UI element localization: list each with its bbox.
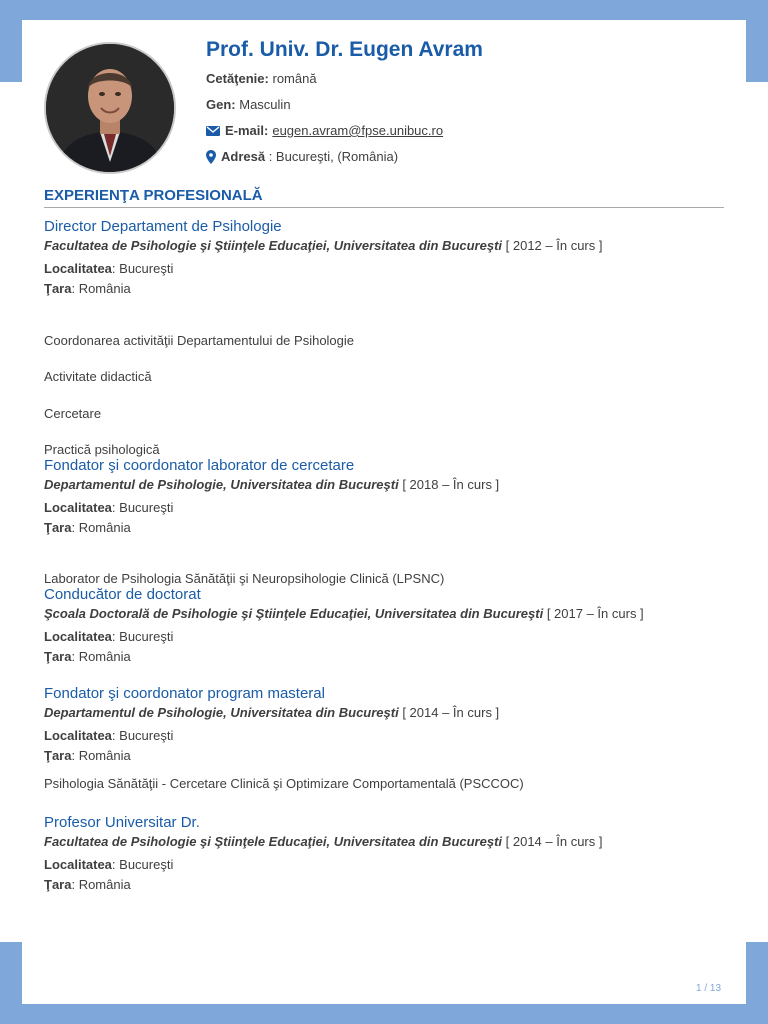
email-label: E-mail:	[225, 123, 269, 138]
location-block	[44, 726, 724, 766]
location-row	[44, 259, 724, 279]
location-value: : Bucureşti	[111, 728, 174, 743]
address-label: Adresă	[221, 149, 266, 164]
gender-value: Masculin	[239, 97, 291, 112]
organization: Facultatea de Psihologie şi Ştiinţele Educaţiei, Universitatea din Bucureşti	[44, 238, 503, 253]
description: Laborator de Psihologia Sănătăţii şi Neuropsihologie Clinică (LPSNC)	[44, 571, 445, 586]
citizenship-value: română	[272, 71, 317, 86]
description: Practică psihologică	[44, 442, 160, 457]
citizenship-label: Cetăţenie:	[206, 71, 269, 86]
location-row	[44, 627, 724, 647]
period: [ 2012 – În curs ]	[505, 238, 603, 253]
period: [ 2014 – În curs ]	[505, 834, 603, 849]
location-block	[44, 627, 724, 667]
location-value: : Bucureşti	[111, 629, 174, 644]
description: Cercetare	[44, 406, 102, 421]
country-value: : România	[71, 281, 131, 296]
location-block	[44, 259, 724, 299]
gender-label: Gen:	[206, 97, 236, 112]
map-pin-icon	[206, 150, 216, 164]
country-label: Ţara	[44, 877, 72, 892]
job-title: Profesor Universitar Dr.	[44, 814, 200, 831]
experience-entry	[44, 457, 724, 586]
country-row	[44, 746, 724, 766]
org-line	[44, 237, 724, 254]
country-row	[44, 518, 724, 538]
page-number: 1 / 13	[696, 983, 722, 994]
country-row	[44, 875, 724, 895]
country-label: Ţara	[44, 649, 72, 664]
country-value: : România	[71, 649, 131, 664]
org-line	[44, 833, 724, 850]
country-value: : România	[71, 748, 131, 763]
gender-row	[206, 97, 291, 112]
profile-photo	[44, 42, 176, 174]
org-line	[44, 605, 724, 622]
job-title: Director Departament de Psihologie	[44, 218, 282, 235]
period: [ 2018 – În curs ]	[402, 477, 500, 492]
description: Psihologia Sănătăţii - Cercetare Clinică şi Optimizare Comportamentală (PSCCOC)	[44, 776, 524, 791]
location-label: Localitatea	[44, 857, 112, 872]
experience-entry	[44, 814, 724, 895]
job-title: Fondator şi coordonator laborator de cercetare	[44, 457, 355, 474]
location-value: : Bucureşti	[111, 500, 174, 515]
country-row	[44, 279, 724, 299]
experience-entry	[44, 685, 724, 791]
location-row	[44, 498, 724, 518]
experience-entry	[44, 218, 724, 457]
location-block	[44, 855, 724, 895]
location-value: : Bucureşti	[111, 261, 174, 276]
description: Coordonarea activităţii Departamentului de Psihologie	[44, 333, 355, 348]
job-title: Conducător de doctorat	[44, 586, 201, 603]
period: [ 2017 – În curs ]	[546, 606, 644, 621]
country-label: Ţara	[44, 748, 72, 763]
location-row	[44, 726, 724, 746]
experience-entry	[44, 586, 724, 667]
address-value: : Bucureşti, (România)	[268, 149, 399, 164]
location-label: Localitatea	[44, 500, 112, 515]
org-line	[44, 476, 724, 493]
location-label: Localitatea	[44, 728, 112, 743]
organization: Departamentul de Psihologie, Universitatea din Bucureşti	[44, 705, 399, 720]
period: [ 2014 – În curs ]	[402, 705, 500, 720]
organization: Şcoala Doctorală de Psihologie şi Ştiinţele Educaţiei, Universitatea din Bucureşti	[44, 606, 544, 621]
cv-page	[22, 20, 746, 1004]
country-value: : România	[71, 520, 131, 535]
envelope-icon	[206, 126, 220, 136]
country-label: Ţara	[44, 520, 72, 535]
organization: Departamentul de Psihologie, Universitatea din Bucureşti	[44, 477, 399, 492]
organization: Facultatea de Psihologie şi Ştiinţele Educaţiei, Universitatea din Bucureşti	[44, 834, 503, 849]
country-label: Ţara	[44, 281, 72, 296]
location-block	[44, 498, 724, 538]
country-row	[44, 647, 724, 667]
email-link[interactable]: eugen.avram@fpse.unibuc.ro	[272, 123, 444, 138]
citizenship-row	[206, 71, 317, 86]
location-value: : Bucureşti	[111, 857, 174, 872]
person-name: Prof. Univ. Dr. Eugen Avram	[206, 38, 483, 61]
country-value: : România	[71, 877, 131, 892]
email-row	[206, 123, 443, 138]
job-title: Fondator şi coordonator program masteral	[44, 685, 325, 702]
location-row	[44, 855, 724, 875]
location-label: Localitatea	[44, 261, 112, 276]
org-line	[44, 704, 724, 721]
section-title-experience: EXPERIENŢA PROFESIONALĂ	[44, 187, 724, 208]
description: Activitate didactică	[44, 369, 152, 384]
address-row	[206, 149, 398, 164]
location-label: Localitatea	[44, 629, 112, 644]
